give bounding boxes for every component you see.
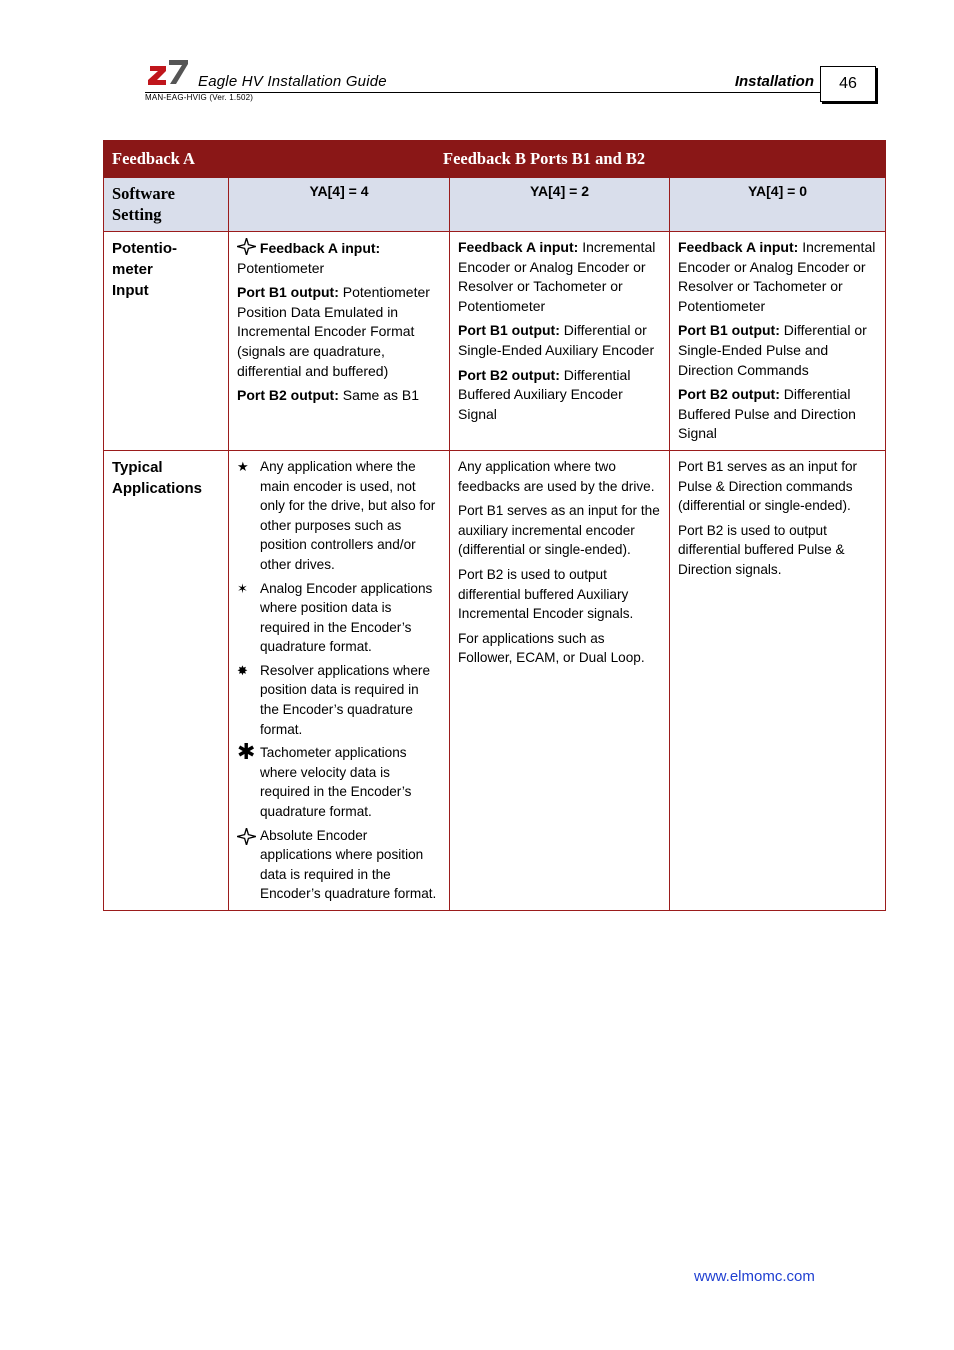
document-title: Eagle HV Installation Guide bbox=[198, 73, 387, 90]
label-line: Applications bbox=[112, 479, 203, 497]
feedback-a-label: Feedback A input: bbox=[678, 239, 799, 255]
application-paragraph: Port B2 is used to output differential buffered Pulse & Direction signals. bbox=[678, 522, 845, 577]
typical-applications-label bbox=[104, 450, 229, 910]
apps-cell-ya4-4 bbox=[229, 450, 450, 910]
port-b2-value: Differential Buffered Auxiliary Encoder Signal bbox=[458, 366, 631, 422]
list-item-text: Absolute Encoder applications where position data is required in the Encoder’s quadrature format. bbox=[260, 827, 437, 902]
application-paragraph: Port B1 serves as an input for Pulse & Direction commands (differential or single-ended). bbox=[678, 458, 858, 514]
application-paragraph: Any application where two feedbacks are used by the drive. bbox=[458, 458, 655, 494]
list-item bbox=[237, 661, 441, 739]
software-setting-label: Software Setting bbox=[104, 178, 229, 232]
four-point-star-outline-icon bbox=[237, 828, 257, 850]
page-number: 46 bbox=[820, 66, 876, 102]
eight-point-star-icon: ✸ bbox=[237, 662, 248, 678]
port-b1-label: Port B1 output: bbox=[237, 284, 339, 301]
port-b2-para bbox=[458, 366, 661, 425]
port-b2-label: Port B2 output: bbox=[237, 387, 339, 404]
feedback-a-label: Feedback A input: bbox=[458, 239, 579, 255]
feedback-a-input-para bbox=[237, 238, 441, 278]
label-line: Potentio- bbox=[112, 240, 177, 257]
application-paragraph: For applications such as Follower, ECAM, or Dual Loop. bbox=[458, 630, 645, 666]
port-b1-value: Potentiometer Position Data Emulated in Incremental Encoder Format (signals are quadrature, differential and buffered) bbox=[237, 284, 430, 379]
four-point-star-outline-icon bbox=[237, 238, 256, 255]
port-b2-value: Same as B1 bbox=[342, 387, 420, 404]
section-title: Installation bbox=[734, 73, 814, 90]
apps-cell-ya4-2 bbox=[450, 450, 670, 910]
list-item bbox=[237, 826, 441, 904]
feedback-table bbox=[103, 140, 886, 911]
list-item-text: Any application where the main encoder is used, not only for the drive, but also for other purposes such as position controllers and/or other drives. bbox=[260, 458, 436, 572]
port-b2-para bbox=[237, 386, 441, 406]
port-b1-label: Port B1 output: bbox=[678, 322, 780, 339]
software-setting-row bbox=[104, 178, 886, 232]
list-item bbox=[237, 739, 441, 821]
setting-ya4-0: YA[4] = 0 bbox=[670, 178, 886, 232]
port-b2-para bbox=[678, 385, 877, 444]
label-line: meter bbox=[112, 261, 153, 278]
apps-cell-ya4-0 bbox=[670, 450, 886, 910]
label-line: Typical bbox=[112, 458, 163, 476]
label-line: Input bbox=[112, 282, 149, 299]
list-item-text: Analog Encoder applications where position data is required in the Encoder’s quadrature format. bbox=[260, 580, 433, 655]
setting-ya4-2: YA[4] = 2 bbox=[450, 178, 670, 232]
website-link[interactable]: www.elmomc.com bbox=[694, 1268, 815, 1285]
list-item bbox=[237, 579, 441, 657]
feedback-a-value: Incremental Encoder or Analog Encoder or Resolver or Tachometer or Potentiometer bbox=[678, 239, 876, 314]
header-feedback-b: Feedback B Ports B1 and B2 bbox=[229, 141, 886, 178]
port-b1-para bbox=[458, 321, 661, 360]
port-b2-label: Port B2 output: bbox=[458, 366, 560, 383]
feedback-a-input-para bbox=[458, 238, 661, 316]
port-b1-value: Differential or Single-Ended Pulse and Direction Commands bbox=[678, 322, 867, 378]
list-item-text: Tachometer applications where velocity data is required in the Encoder’s quadrature format. bbox=[260, 745, 412, 820]
port-b1-label: Port B1 output: bbox=[458, 322, 560, 339]
feedback-a-value: Potentiometer bbox=[237, 259, 325, 276]
input-cell-ya4-2 bbox=[450, 232, 670, 451]
port-b2-label: Port B2 output: bbox=[678, 386, 780, 403]
application-paragraph: Port B1 serves as an input for the auxiliary incremental encoder (differential or single-ended). bbox=[458, 503, 660, 558]
input-cell-ya4-4 bbox=[229, 232, 450, 451]
typical-applications-row bbox=[104, 450, 886, 910]
elmo-logo bbox=[146, 58, 190, 86]
potentiometer-input-row bbox=[104, 232, 886, 451]
header-feedback-a: Feedback A bbox=[104, 141, 229, 178]
port-b1-para bbox=[237, 283, 441, 381]
star-icon: ★ bbox=[237, 458, 249, 474]
potentiometer-input-label bbox=[104, 232, 229, 451]
input-cell-ya4-0 bbox=[670, 232, 886, 451]
feedback-a-input-para bbox=[678, 238, 877, 316]
setting-ya4-4: YA[4] = 4 bbox=[229, 178, 450, 232]
application-paragraph: Port B2 is used to output differential buffered Auxiliary Incremental Encoder signals. bbox=[458, 566, 634, 622]
port-b2-value: Differential Buffered Pulse and Direction Signal bbox=[678, 386, 856, 442]
port-b1-para bbox=[678, 321, 877, 380]
application-list bbox=[237, 457, 441, 904]
port-b1-value: Differential or Single-Ended Auxiliary Encoder bbox=[458, 322, 655, 358]
bold-asterisk-icon: ✱ bbox=[237, 739, 256, 765]
feedback-a-value: Incremental Encoder or Analog Encoder or Resolver or Tachometer or Potentiometer bbox=[458, 239, 656, 314]
six-point-asterisk-icon: ✶ bbox=[237, 580, 248, 596]
feedback-a-label: Feedback A input: bbox=[259, 240, 381, 256]
document-code: MAN-EAG-HVIG (Ver. 1.502) bbox=[145, 93, 254, 102]
table-header-row bbox=[104, 141, 886, 178]
list-item-text: Resolver applications where position data is required in the Encoder’s quadrature format. bbox=[260, 662, 431, 737]
list-item bbox=[237, 457, 441, 575]
